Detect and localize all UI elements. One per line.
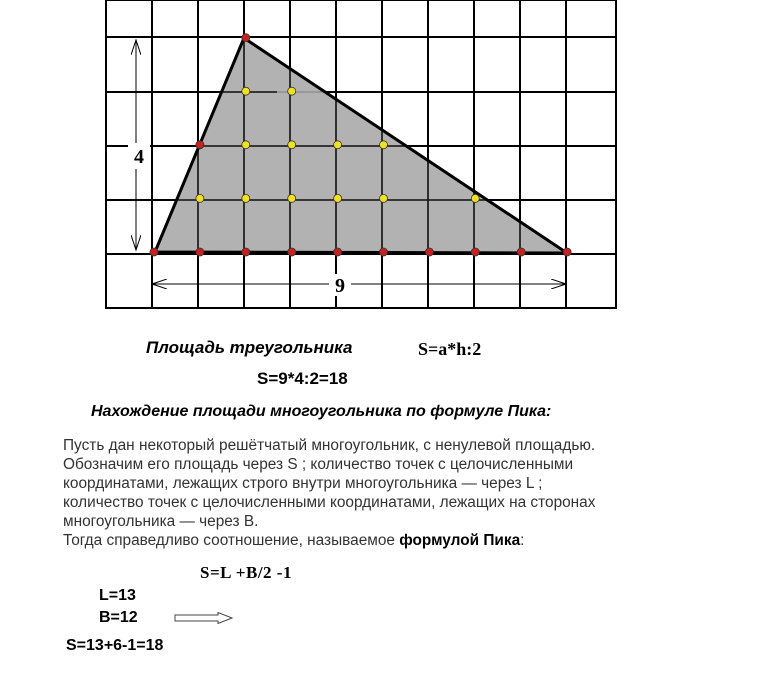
para-line: количество точек с целочисленными координатами, лежащих на сторонах <box>63 494 596 511</box>
result: S=13+6-1=18 <box>66 637 164 654</box>
b-value: B=12 <box>99 609 138 626</box>
interior-point <box>288 141 296 149</box>
boundary-point <box>196 141 204 149</box>
boundary-point <box>334 248 342 256</box>
para-text: : <box>520 532 525 549</box>
interior-point <box>242 87 250 95</box>
boundary-point <box>517 248 525 256</box>
interior-point <box>471 194 479 202</box>
area-title: Площадь треугольника <box>146 338 353 357</box>
pick-formula: S=L +B/2 -1 <box>200 563 292 582</box>
boundary-point <box>288 248 296 256</box>
interior-point <box>380 141 388 149</box>
boundary-point <box>196 248 204 256</box>
interior-point <box>288 194 296 202</box>
pick-paragraph <box>63 436 703 550</box>
interior-point <box>334 141 342 149</box>
boundary-point <box>471 248 479 256</box>
boundary-point <box>563 248 571 256</box>
l-value: L=13 <box>99 587 136 604</box>
boundary-point <box>242 248 250 256</box>
interior-point <box>288 87 296 95</box>
para-line: многоугольника — через B. <box>63 513 259 530</box>
right-arrow-icon <box>174 612 234 624</box>
pick-title: Нахождение площади многоугольника по формуле Пика: <box>91 403 552 420</box>
pick-triangle-figure <box>0 0 783 330</box>
interior-point <box>334 194 342 202</box>
para-line <box>63 531 703 550</box>
boundary-point <box>150 248 158 256</box>
interior-point <box>380 194 388 202</box>
para-text: Тогда справедливо соотношение, называемое <box>63 532 400 549</box>
base-label: 9 <box>335 275 345 297</box>
pick-formula-name: формулой Пика <box>399 532 521 549</box>
boundary-point <box>425 248 433 256</box>
para-line: Обозначим его площадь через S ; количество точек с целочисленными <box>63 456 574 473</box>
interior-point <box>242 194 250 202</box>
boundary-point <box>380 248 388 256</box>
interior-point <box>196 194 204 202</box>
area-calc: S=9*4:2=18 <box>257 369 348 388</box>
boundary-point <box>242 34 250 42</box>
para-line: координатами, лежащих строго внутри многоугольника — через L ; <box>63 475 543 492</box>
para-line: Пусть дан некоторый решётчатый многоугольник, с ненулевой площадью. <box>63 437 596 454</box>
interior-point <box>242 141 250 149</box>
height-label: 4 <box>134 146 144 168</box>
area-formula: S=a*h:2 <box>418 339 482 359</box>
